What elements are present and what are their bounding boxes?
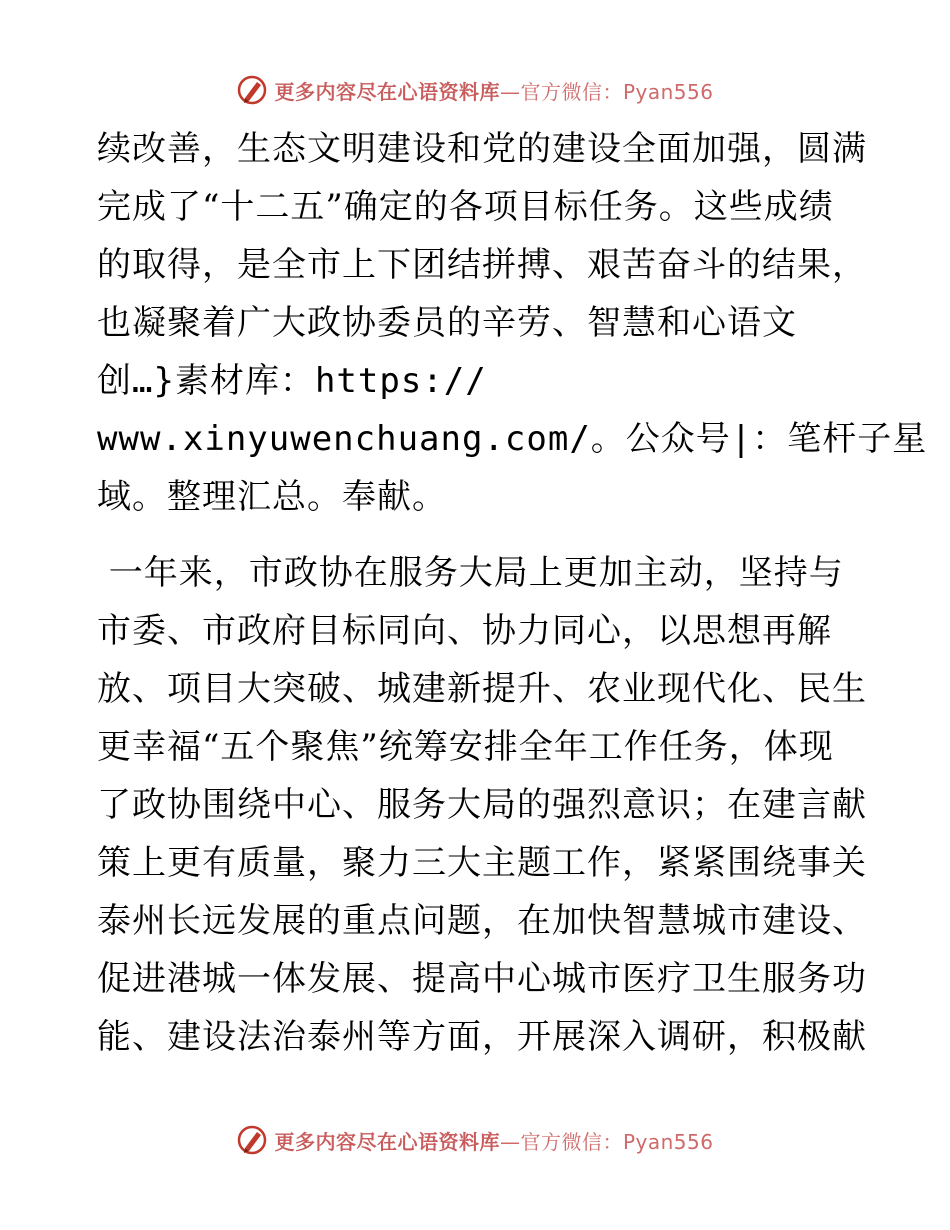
text-line: 更幸福“五个聚焦”统筹安排全年工作任务，体现 [97,727,834,767]
text-line: 续改善，生态文明建设和党的建设全面加强，圆满 [97,129,867,169]
text-line: 域。整理汇总。奉献。 [97,477,447,517]
text-line: 的取得，是全市上下团结拼搏、艰苦奋斗的结果， [97,245,867,285]
paragraph-1 [97,120,928,526]
banner-dash: — [499,1129,521,1154]
pen-logo-icon [236,74,268,106]
banner-text [274,76,713,105]
text-line: 也凝聚着广大政协委员的辛劳、智慧和心语文 [97,303,797,343]
text-line: 创…}素材库：https:// [97,361,487,401]
banner-brand: 更多内容尽在心语资料库 [274,1129,500,1154]
pen-logo-icon [236,1124,268,1156]
text-line: 促进港城一体发展、提高中心城市医疗卫生服务功 [97,959,867,999]
text-line: www.xinyuwenchuang.com/。公众号|：笔杆子星 [97,419,928,459]
text-line: 能、建设法治泰州等方面，开展深入调研，积极献 [97,1017,867,1057]
text-line: 市委、市政府目标同向、协力同心，以思想再解 [97,611,832,651]
document-body [97,120,928,1066]
text-line: 泰州长远发展的重点问题，在加快智慧城市建设、 [97,901,867,941]
banner-text [274,1126,713,1155]
banner-dash: — [499,79,521,104]
banner-contact: 官方微信：Pyan556 [520,1129,714,1154]
text-line: 放、项目大突破、城建新提升、农业现代化、民生 [97,669,867,709]
text-line: 了政协围绕中心、服务大局的强烈意识；在建言献 [97,785,867,825]
text-line: 一年来，市政协在服务大局上更加主动，坚持与 [97,553,844,593]
banner-contact: 官方微信：Pyan556 [520,79,714,104]
footer-banner [0,1120,950,1160]
text-line: 策上更有质量，聚力三大主题工作，紧紧围绕事关 [97,843,867,883]
header-banner [0,70,950,110]
paragraph-2 [97,544,867,1066]
paragraph-spacer [97,526,867,544]
banner-brand: 更多内容尽在心语资料库 [274,79,500,104]
text-line: 完成了“十二五”确定的各项目标任务。这些成绩 [97,187,834,227]
